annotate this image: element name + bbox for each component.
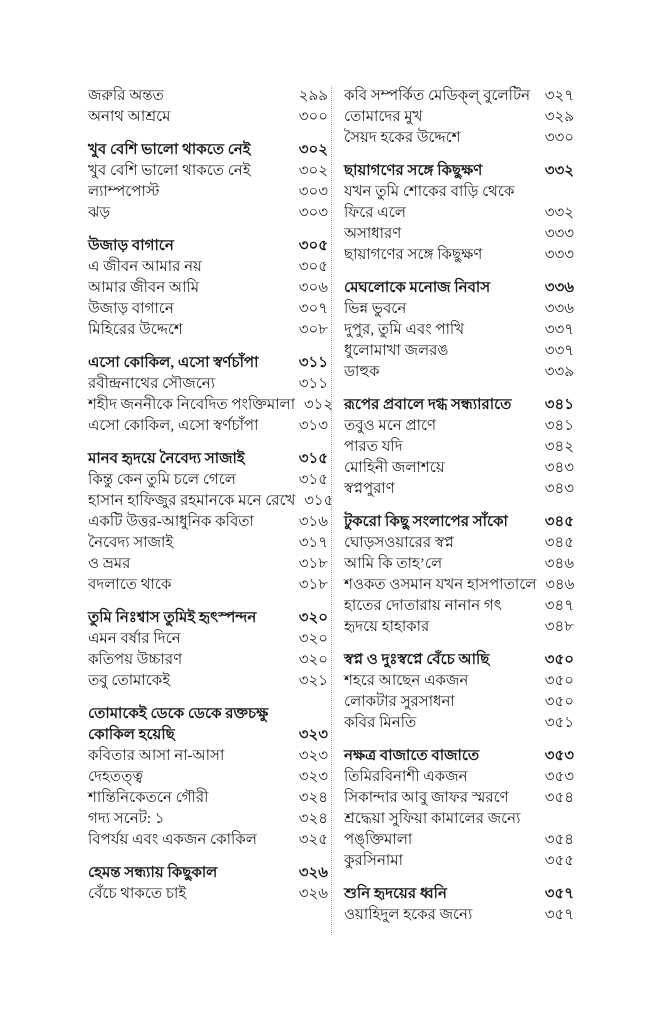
toc-column-right bbox=[344, 86, 574, 1024]
entry-title: শহীদ জননীকে নিবেদিত পংক্তিমালা bbox=[88, 397, 296, 413]
entry-title: শান্তিনিকেতনে গৌরী bbox=[88, 790, 209, 806]
entry-page-number: ৩৫৪ bbox=[544, 832, 574, 848]
entry-page-number: ৩৩৯ bbox=[544, 364, 574, 380]
entry-title: শহরে আছেন একজন bbox=[344, 673, 469, 689]
entry-page-number: ৩৩২ bbox=[544, 205, 574, 221]
toc-entry bbox=[344, 182, 574, 224]
entry-page-number: ৩২৪ bbox=[298, 811, 328, 827]
entry-page-number: ৩০৩ bbox=[298, 184, 328, 200]
entry-title: টুকরো কিছু সংলাপের সাঁকো bbox=[344, 514, 508, 530]
entry-title: তবু তোমাকেই bbox=[88, 673, 171, 689]
entry-title: এ জীবন আমার নয় bbox=[88, 259, 202, 275]
toc-section bbox=[344, 512, 574, 638]
entry-page-number: ৩৪৬ bbox=[544, 556, 574, 572]
entry-page-number: ৩০০ bbox=[298, 109, 328, 125]
toc-entry bbox=[88, 374, 328, 395]
entry-title: হৃদয়ে হাহাকার bbox=[344, 619, 430, 635]
entry-page-number: ৩২৪ bbox=[298, 790, 328, 806]
entry-page-number: ৩২৭ bbox=[544, 88, 574, 104]
toc-entry bbox=[344, 851, 574, 872]
entry-title: হাসান হাফিজুর রহমানকে মনে রেখে bbox=[88, 493, 296, 509]
entry-page-number: ৩২৯ bbox=[544, 109, 574, 125]
entry-page-number: ৩২৩ bbox=[298, 748, 328, 764]
entry-title: মিহিরের উদ্দেশে bbox=[88, 322, 183, 338]
entry-title: আমার জীবন আমি bbox=[88, 280, 200, 296]
entry-title: একটি উত্তর-আধুনিক কবিতা bbox=[88, 514, 254, 530]
entry-title: অসাধারণ bbox=[344, 226, 402, 242]
entry-title: কতিপয় উচ্চারণ bbox=[88, 652, 183, 668]
entry-page-number: ৩০৫ bbox=[298, 238, 328, 254]
entry-title: মোহিনী জলাশয়ে bbox=[344, 460, 445, 476]
entry-page-number: ৩২৩ bbox=[298, 727, 328, 743]
entry-title: তোমাকেই ডেকে ডেকে রক্তচক্ষু কোকিল হয়েছি bbox=[88, 706, 269, 743]
entry-page-number: ৩১১ bbox=[298, 376, 328, 392]
entry-title: সিকান্দার আবু জাফর স্মরণে bbox=[344, 790, 509, 806]
entry-title: তুমি নিঃশ্বাস তুমিই হৃৎস্পন্দন bbox=[88, 610, 257, 626]
entry-page-number: ৩১২ bbox=[303, 397, 334, 413]
entry-title: উজাড় বাগানে bbox=[88, 238, 174, 254]
toc-section-header bbox=[88, 863, 328, 884]
entry-title: ছায়াগণের সঙ্গে কিছুক্ষণ bbox=[344, 247, 483, 263]
toc-section bbox=[344, 650, 574, 734]
toc-section-header bbox=[88, 704, 328, 746]
toc-entry bbox=[88, 830, 328, 851]
toc-section-header bbox=[344, 650, 574, 671]
toc-entry bbox=[344, 596, 574, 617]
entry-page-number: ৩০৮ bbox=[298, 322, 328, 338]
entry-title: বেঁচে থাকতে চাই bbox=[88, 886, 187, 902]
entry-page-number: ৩৫১ bbox=[544, 715, 574, 731]
entry-title: লোকটার সুরসাধনা bbox=[344, 694, 455, 710]
toc-section-header bbox=[344, 278, 574, 299]
toc-entry bbox=[88, 257, 328, 278]
entry-page-number: ৩৫০ bbox=[544, 652, 574, 668]
entry-page-number: ৩১৫ bbox=[304, 493, 334, 509]
entry-title: মেঘলোকে মনোজ নিবাস bbox=[344, 280, 491, 296]
entry-page-number: ৩৪৩ bbox=[544, 481, 574, 497]
toc-entry bbox=[88, 491, 334, 512]
entry-page-number: ৩২৬ bbox=[298, 886, 328, 902]
entry-title: ঘোড়সওয়ারের স্বপ্ন bbox=[344, 535, 454, 551]
toc-entry bbox=[88, 650, 328, 671]
entry-title: কবি সম্পর্কিত মেডিক্‌ল্‌ বুলেটিন bbox=[344, 88, 531, 104]
toc-entry bbox=[344, 458, 574, 479]
toc-entry bbox=[344, 617, 574, 638]
toc-entry bbox=[344, 788, 574, 809]
toc-entry bbox=[344, 479, 574, 500]
toc-entry bbox=[88, 809, 328, 830]
toc-section-header bbox=[88, 449, 328, 470]
entry-page-number: ৩৪৮ bbox=[544, 619, 574, 635]
entry-page-number: ৩১৫ bbox=[298, 451, 328, 467]
toc-section bbox=[344, 161, 574, 266]
entry-title: বদলাতে থাকে bbox=[88, 577, 172, 593]
entry-page-number: ৩৫৭ bbox=[544, 886, 574, 902]
column-divider bbox=[331, 86, 332, 935]
entry-page-number: ৩২০ bbox=[298, 652, 328, 668]
entry-page-number: ৩৫৫ bbox=[544, 853, 574, 869]
toc-entry bbox=[88, 767, 328, 788]
toc-entry bbox=[88, 884, 328, 905]
entry-page-number: ৩১৩ bbox=[298, 418, 328, 434]
entry-title: ডাহুক bbox=[344, 364, 380, 380]
toc-entry bbox=[344, 362, 574, 383]
toc-entry bbox=[344, 299, 574, 320]
entry-title: দেহতত্ত্ব bbox=[88, 769, 144, 785]
entry-title: খুব বেশি ভালো থাকতে নেই bbox=[88, 142, 251, 158]
entry-title: তিমিরবিনাশী একজন bbox=[344, 769, 468, 785]
toc-section bbox=[88, 863, 328, 905]
entry-title: বিপর্যয় এবং একজন কোকিল bbox=[88, 832, 257, 848]
toc-entry bbox=[88, 203, 328, 224]
entry-title: ওয়াহিদুল হকের জন্যে bbox=[344, 907, 473, 923]
entry-title: ল্যাম্পপোস্ট bbox=[88, 184, 160, 200]
entry-title: তোমাদের মুখ bbox=[344, 109, 423, 125]
entry-title: গদ্য সনেট: ১ bbox=[88, 811, 165, 827]
entry-title: রূপের প্রবালে দগ্ধ সন্ধ্যারাতে bbox=[344, 397, 512, 413]
entry-title: আমি কি তাহ’লে bbox=[344, 556, 443, 572]
entry-page-number: ৩১৬ bbox=[298, 514, 328, 530]
entry-title: নক্ষত্র বাজাতে বাজাতে bbox=[344, 748, 480, 764]
toc-entry bbox=[88, 416, 328, 437]
entry-page-number: ৩২৩ bbox=[298, 769, 328, 785]
toc-section bbox=[88, 236, 328, 341]
toc-entry bbox=[344, 575, 574, 596]
entry-page-number: ৩১১ bbox=[298, 355, 328, 371]
toc-entry bbox=[344, 416, 574, 437]
entry-page-number: ৩৩৭ bbox=[544, 343, 574, 359]
entry-page-number: ৩০২ bbox=[298, 142, 328, 158]
toc-entry bbox=[88, 512, 328, 533]
entry-title: খুব বেশি ভালো থাকতে নেই bbox=[88, 163, 251, 179]
entry-page-number: ৩২০ bbox=[298, 631, 328, 647]
toc-section bbox=[344, 278, 574, 383]
entry-page-number: ৩৫৩ bbox=[544, 769, 574, 785]
entry-page-number: ৩৫৭ bbox=[544, 907, 574, 923]
entry-page-number: ৩০৭ bbox=[298, 301, 328, 317]
entry-title: স্বপ্ন ও দুঃস্বপ্নে বেঁচে আছি bbox=[344, 652, 490, 668]
toc-entry bbox=[88, 107, 328, 128]
toc-entry bbox=[88, 470, 328, 491]
entry-page-number: ৩৫০ bbox=[544, 694, 574, 710]
entry-page-number: ৩৩৩ bbox=[544, 247, 574, 263]
toc-section-header bbox=[88, 236, 328, 257]
entry-page-number: ৩১৮ bbox=[298, 556, 328, 572]
toc-entry bbox=[88, 86, 328, 107]
entry-title: ও ভ্রমর bbox=[88, 556, 131, 572]
entry-page-number: ৩২৬ bbox=[298, 865, 328, 881]
entry-page-number: ৩৩০ bbox=[544, 130, 574, 146]
toc-section bbox=[344, 86, 574, 149]
toc-entry bbox=[344, 713, 574, 734]
entry-title: উজাড় বাগানে bbox=[88, 301, 174, 317]
toc-column-left bbox=[88, 86, 334, 1024]
entry-page-number: ৩২০ bbox=[298, 610, 328, 626]
toc-entry bbox=[88, 182, 328, 203]
entry-page-number: ২৯৯ bbox=[298, 88, 328, 104]
toc-section bbox=[344, 395, 574, 500]
toc-section bbox=[88, 608, 328, 692]
entry-page-number: ৩১৮ bbox=[298, 577, 328, 593]
entry-title: অনাথ আশ্রমে bbox=[88, 109, 171, 125]
entry-title: নৈবেদ্য সাজাই bbox=[88, 535, 174, 551]
toc-section-header bbox=[344, 395, 574, 416]
entry-title: এসো কোকিল, এসো স্বর্ণচাঁপা bbox=[88, 355, 259, 371]
entry-page-number: ৩৫৩ bbox=[544, 748, 574, 764]
toc-entry bbox=[88, 299, 328, 320]
toc-entry bbox=[88, 554, 328, 575]
toc-section-header bbox=[88, 353, 328, 374]
entry-title: কুরসিনামা bbox=[344, 853, 403, 869]
toc-entry bbox=[344, 341, 574, 362]
entry-page-number: ৩০২ bbox=[298, 163, 328, 179]
toc-section-header bbox=[344, 161, 574, 182]
entry-title: সৈয়দ হকের উদ্দেশে bbox=[344, 130, 461, 146]
toc-section-header bbox=[344, 746, 574, 767]
toc-section-header bbox=[344, 884, 574, 905]
toc-entry bbox=[344, 692, 574, 713]
toc-entry bbox=[344, 533, 574, 554]
entry-page-number: ৩৪৫ bbox=[544, 535, 574, 551]
toc-section-header bbox=[344, 512, 574, 533]
entry-page-number: ৩৪৬ bbox=[545, 577, 575, 593]
entry-title: দুপুর, তুমি এবং পাখি bbox=[344, 322, 465, 338]
entry-page-number: ৩০৫ bbox=[298, 259, 328, 275]
toc-entry bbox=[88, 575, 328, 596]
toc-entry bbox=[344, 320, 574, 341]
toc-entry bbox=[344, 767, 574, 788]
entry-page-number: ৩০৬ bbox=[298, 280, 328, 296]
entry-page-number: ৩৩২ bbox=[544, 163, 574, 179]
entry-page-number: ৩১৫ bbox=[298, 472, 328, 488]
entry-title: কবিতার আসা না-আসা bbox=[88, 748, 225, 764]
toc-entry bbox=[88, 533, 328, 554]
entry-page-number: ৩৩৩ bbox=[544, 226, 574, 242]
toc-entry bbox=[88, 629, 328, 650]
entry-title: যখন তুমি শোকের বাড়ি থেকে ফিরে এলে bbox=[344, 184, 515, 221]
entry-title: ভিন্ন ভুবনে bbox=[344, 301, 407, 317]
entry-title: স্বপ্নপুরাণ bbox=[344, 481, 395, 497]
toc-entry bbox=[344, 224, 574, 245]
toc-entry bbox=[88, 671, 328, 692]
toc-entry bbox=[88, 788, 328, 809]
entry-page-number: ৩৪২ bbox=[544, 439, 574, 455]
entry-title: হেমন্ত সন্ধ্যায় কিছুকাল bbox=[88, 865, 218, 881]
entry-title: এসো কোকিল, এসো স্বর্ণচাঁপা bbox=[88, 418, 259, 434]
entry-title: জরুরি অন্তত bbox=[88, 88, 164, 104]
entry-title: ধুলোমাখা জলরঙ bbox=[344, 343, 449, 359]
toc-section-header bbox=[88, 608, 328, 629]
entry-page-number: ৩২১ bbox=[298, 673, 328, 689]
entry-page-number: ৩২৫ bbox=[298, 832, 328, 848]
entry-page-number: ৩৪১ bbox=[544, 397, 574, 413]
entry-title: তবুও মনে প্রাণে bbox=[344, 418, 437, 434]
entry-page-number: ৩৫৪ bbox=[544, 790, 574, 806]
toc-entry bbox=[88, 278, 328, 299]
toc-section bbox=[344, 746, 574, 872]
toc-entry bbox=[344, 809, 574, 851]
entry-page-number: ৩৩৬ bbox=[544, 301, 574, 317]
toc-entry bbox=[344, 671, 574, 692]
toc-entry bbox=[344, 107, 574, 128]
entry-page-number: ৩০৩ bbox=[298, 205, 328, 221]
toc-entry bbox=[344, 128, 574, 149]
toc-section bbox=[88, 704, 328, 851]
toc-entry bbox=[88, 161, 328, 182]
toc-entry bbox=[88, 746, 328, 767]
toc-entry bbox=[88, 395, 334, 416]
toc-section bbox=[344, 884, 574, 926]
toc-entry bbox=[344, 245, 574, 266]
entry-title: রবীন্দ্রনাথের সৌজন্যে bbox=[88, 376, 216, 392]
entry-title: শুনি হৃদয়ের ধ্বনি bbox=[344, 886, 447, 902]
entry-title: ঝড় bbox=[88, 205, 111, 221]
toc-entry bbox=[344, 437, 574, 458]
entry-title: হাতের দোতারায় নানান গৎ bbox=[344, 598, 502, 614]
entry-title: পারত যদি bbox=[344, 439, 403, 455]
toc-section-header bbox=[88, 140, 328, 161]
toc-entry bbox=[344, 86, 574, 107]
toc-section bbox=[88, 449, 334, 596]
entry-title: মানব হৃদয়ে নৈবেদ্য সাজাই bbox=[88, 451, 245, 467]
entry-title: এমন বর্ষার দিনে bbox=[88, 631, 181, 647]
entry-page-number: ৩৫০ bbox=[544, 673, 574, 689]
entry-page-number: ৩৩৬ bbox=[544, 280, 574, 296]
entry-title: কিন্তু কেন তুমি চলে গেলে bbox=[88, 472, 236, 488]
entry-title: শ্রদ্ধেয়া সুফিয়া কামালের জন্যে পঙ্‌ক্তিমালা bbox=[344, 811, 521, 848]
entry-page-number: ৩৪৩ bbox=[544, 460, 574, 476]
entry-page-number: ৩১৭ bbox=[298, 535, 328, 551]
entry-page-number: ৩৩৭ bbox=[544, 322, 574, 338]
entry-title: শওকত ওসমান যখন হাসপাতালে bbox=[344, 577, 537, 593]
entry-page-number: ৩৪১ bbox=[544, 418, 574, 434]
toc-entry bbox=[344, 905, 574, 926]
toc-section bbox=[88, 140, 328, 224]
entry-title: কবির মিনতি bbox=[344, 715, 417, 731]
toc-entry bbox=[88, 320, 328, 341]
toc-entry bbox=[344, 554, 574, 575]
entry-title: ছায়াগণের সঙ্গে কিছুক্ষণ bbox=[344, 163, 483, 179]
toc-section bbox=[88, 353, 334, 437]
entry-page-number: ৩৪৭ bbox=[544, 598, 574, 614]
toc-section bbox=[88, 86, 328, 128]
entry-page-number: ৩৪৫ bbox=[544, 514, 574, 530]
